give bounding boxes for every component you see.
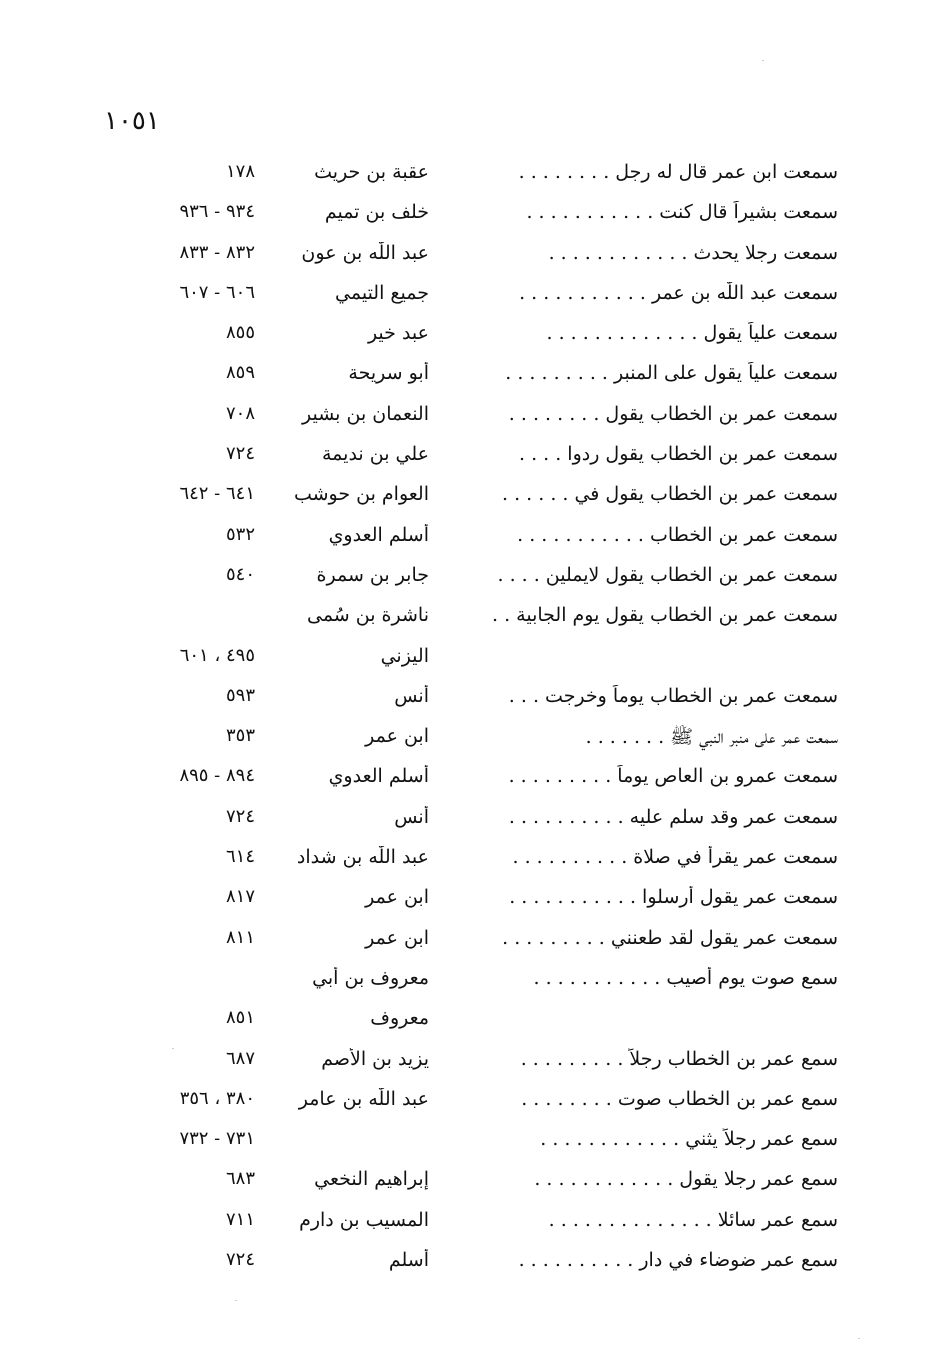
hadith-phrase: سمع عمر بن الخطاب رجلاً . . . . . . . . . xyxy=(520,1047,838,1070)
hadith-phrase: سمعت عمر يقول لقد طعنني . . . . . . . . . xyxy=(502,926,838,949)
page-reference: ٦١٤ xyxy=(225,846,255,868)
hadith-phrase: سمع عمر رجلا يقول . . . . . . . . . . . . xyxy=(534,1168,838,1191)
page-reference: ٦٨٧ xyxy=(225,1047,255,1069)
narrator-name: عبد خير xyxy=(367,322,429,345)
page-reference: ٨١٧ xyxy=(225,886,255,908)
narrator-name: اليزني xyxy=(380,644,429,667)
narrator-name: أسلم العدوي xyxy=(328,523,429,546)
index-entry xyxy=(0,961,941,1001)
index-entry xyxy=(0,276,941,316)
page-reference: ٣٥٣ xyxy=(225,725,255,747)
hadith-phrase: سمعت عمرو بن العاص يوماً . . . . . . . . . xyxy=(508,765,838,788)
index-entry xyxy=(0,1243,941,1283)
hadith-phrase: سمع صوت يوم أصيب . . . . . . . . . . . xyxy=(533,966,838,989)
index-entry xyxy=(0,840,941,880)
index-entry xyxy=(0,1001,941,1041)
page-reference: ٧٣١ - ٧٣٢ xyxy=(179,1128,255,1150)
hadith-phrase: سمعت عمر بن الخطاب . . . . . . . . . . . xyxy=(517,523,838,546)
page-reference: ٨٥١ xyxy=(225,1007,255,1029)
index-entry xyxy=(0,800,941,840)
hadith-phrase: سمعت رجلا يحدث . . . . . . . . . . . . xyxy=(548,241,838,264)
hadith-phrase: سمع عمر رجلاً يثني . . . . . . . . . . . . xyxy=(540,1128,838,1151)
narrator-name: ابن عمر xyxy=(365,886,429,909)
narrator-name: عقبة بن حريث xyxy=(314,161,429,183)
page-reference: ٧١١ xyxy=(225,1208,255,1230)
narrator-name: عبد اللّٰه بن عامر xyxy=(298,1087,429,1110)
scan-speck xyxy=(172,1048,174,1049)
narrator-name: ابن عمر xyxy=(365,926,429,949)
hadith-phrase: سمعت عمر بن الخطاب يقول في . . . . . . xyxy=(502,483,838,506)
index-table xyxy=(0,155,941,1283)
narrator-name: أبو سريحة xyxy=(348,362,429,385)
index-entry xyxy=(0,598,941,638)
hadith-phrase: سمع عمر بن الخطاب صوت . . . . . . . . xyxy=(521,1087,838,1110)
hadith-phrase: سمعت علياً يقول . . . . . . . . . . . . . xyxy=(546,322,838,345)
index-entry xyxy=(0,518,941,558)
page-reference: ١٧٨ xyxy=(225,161,255,182)
index-entry xyxy=(0,1082,941,1122)
narrator-name: أسلم xyxy=(388,1249,429,1272)
index-entry xyxy=(0,195,941,235)
page-reference: ٦٠٦ - ٦٠٧ xyxy=(179,281,255,303)
index-entry xyxy=(0,880,941,920)
index-entry xyxy=(0,1203,941,1243)
index-entry xyxy=(0,1042,941,1082)
hadith-phrase: سمعت علياً يقول على المنبر . . . . . . . . . xyxy=(505,362,838,385)
hadith-phrase: سمعت عمر على منبر النبي ﷺ . . . . . . . xyxy=(585,726,838,749)
narrator-name: أسلم العدوي xyxy=(328,765,429,788)
narrator-name: جميع التيمي xyxy=(335,281,429,304)
page-reference: ٤٩٥ ، ٦٠١ xyxy=(179,644,255,666)
hadith-phrase: سمعت عمر بن الخطاب يقول . . . . . . . . xyxy=(508,402,838,425)
narrator-name: جابر بن سمرة xyxy=(316,563,429,586)
narrator-name: معروف بن أبي xyxy=(312,966,429,989)
page-reference: ٧٢٤ xyxy=(225,805,255,827)
narrator-name: أنس xyxy=(394,684,429,707)
narrator-name: المسيب بن دارم xyxy=(299,1208,429,1231)
page-reference: ٨٥٩ xyxy=(225,362,255,384)
hadith-phrase: سمعت عمر بن الخطاب يوماً وخرجت . . . xyxy=(508,684,838,707)
hadith-phrase: سمع عمر سائلا . . . . . . . . . . . . . . xyxy=(548,1208,838,1231)
narrator-name: علي بن نديمة xyxy=(321,443,429,466)
narrator-name: معروف xyxy=(370,1007,429,1030)
index-entry xyxy=(0,437,941,477)
hadith-phrase: سمعت عبد اللّٰه بن عمر . . . . . . . . . . . xyxy=(519,281,838,304)
index-entry xyxy=(0,921,941,961)
hadith-phrase: سمعت عمر وقد سلم عليه . . . . . . . . . . xyxy=(508,805,838,828)
index-entry xyxy=(0,719,941,759)
hadith-phrase: سمعت عمر بن الخطاب يقول لايملين . . . . xyxy=(497,563,838,586)
scan-speck xyxy=(858,1338,860,1339)
index-entry xyxy=(0,356,941,396)
index-entry xyxy=(0,679,941,719)
hadith-phrase: سمعت عمر يقول أرسلوا . . . . . . . . . . . xyxy=(509,886,838,909)
page-reference: ٦٤١ - ٦٤٢ xyxy=(179,483,255,505)
index-entry xyxy=(0,397,941,437)
hadith-phrase: سمعت بشيراً قال كنت . . . . . . . . . . . xyxy=(526,201,838,224)
page-reference: ٣٨٠ ، ٣٥٦ xyxy=(179,1087,255,1109)
index-entry xyxy=(0,316,941,356)
index-entry xyxy=(0,1162,941,1202)
page-reference: ٧٠٨ xyxy=(225,402,255,424)
narrator-name: إبراهيم النخعي xyxy=(314,1168,429,1191)
page-reference: ٩٣٤ - ٩٣٦ xyxy=(179,201,255,223)
page-reference: ٨٥٥ xyxy=(225,322,255,344)
hadith-phrase: سمعت عمر بن الخطاب يقول يوم الجابية . . xyxy=(492,604,838,627)
page-reference: ٨٣٢ - ٨٣٣ xyxy=(179,241,255,263)
index-entry xyxy=(0,558,941,598)
narrator-name: عبد اللّٰه بن شداد xyxy=(296,846,429,869)
narrator-name: عبد اللّٰه بن عون xyxy=(301,241,429,264)
page-reference: ٥٤٠ xyxy=(225,563,255,585)
narrator-name: ناشرة بن سُمى xyxy=(306,604,429,627)
hadith-phrase: سمعت عمر بن الخطاب يقول ردوا . . . . xyxy=(518,443,838,466)
index-entry xyxy=(0,759,941,799)
index-entry xyxy=(0,155,941,195)
page-reference: ٨١١ xyxy=(225,926,255,948)
page-reference: ٥٩٣ xyxy=(225,684,255,706)
narrator-name: النعمان بن بشير xyxy=(302,402,429,425)
scan-speck xyxy=(762,60,764,61)
hadith-phrase: سمع عمر ضوضاء في دار . . . . . . . . . . xyxy=(518,1249,838,1272)
page-reference: ٧٢٤ xyxy=(225,443,255,465)
scan-speck xyxy=(235,1300,237,1301)
page-reference: ٥٣٢ xyxy=(225,523,255,545)
narrator-name: أنس xyxy=(394,805,429,828)
narrator-name: خلف بن تميم xyxy=(324,201,429,224)
page-reference: ٨٩٤ - ٨٩٥ xyxy=(179,765,255,787)
index-entry xyxy=(0,639,941,679)
page-number: ١٠٥١ xyxy=(104,106,160,136)
index-entry xyxy=(0,477,941,517)
page-reference: ٦٨٣ xyxy=(225,1168,255,1190)
narrator-name: يزيد بن الأصم xyxy=(321,1047,429,1070)
index-entry xyxy=(0,1122,941,1162)
hadith-phrase: سمعت عمر يقرأ في صلاة . . . . . . . . . . xyxy=(512,846,838,869)
page-reference: ٧٢٤ xyxy=(225,1249,255,1271)
hadith-phrase: سمعت ابن عمر قال له رجل . . . . . . . . xyxy=(518,161,838,183)
index-entry xyxy=(0,236,941,276)
narrator-name: العوام بن حوشب xyxy=(293,483,429,506)
narrator-name: ابن عمر xyxy=(365,725,429,748)
